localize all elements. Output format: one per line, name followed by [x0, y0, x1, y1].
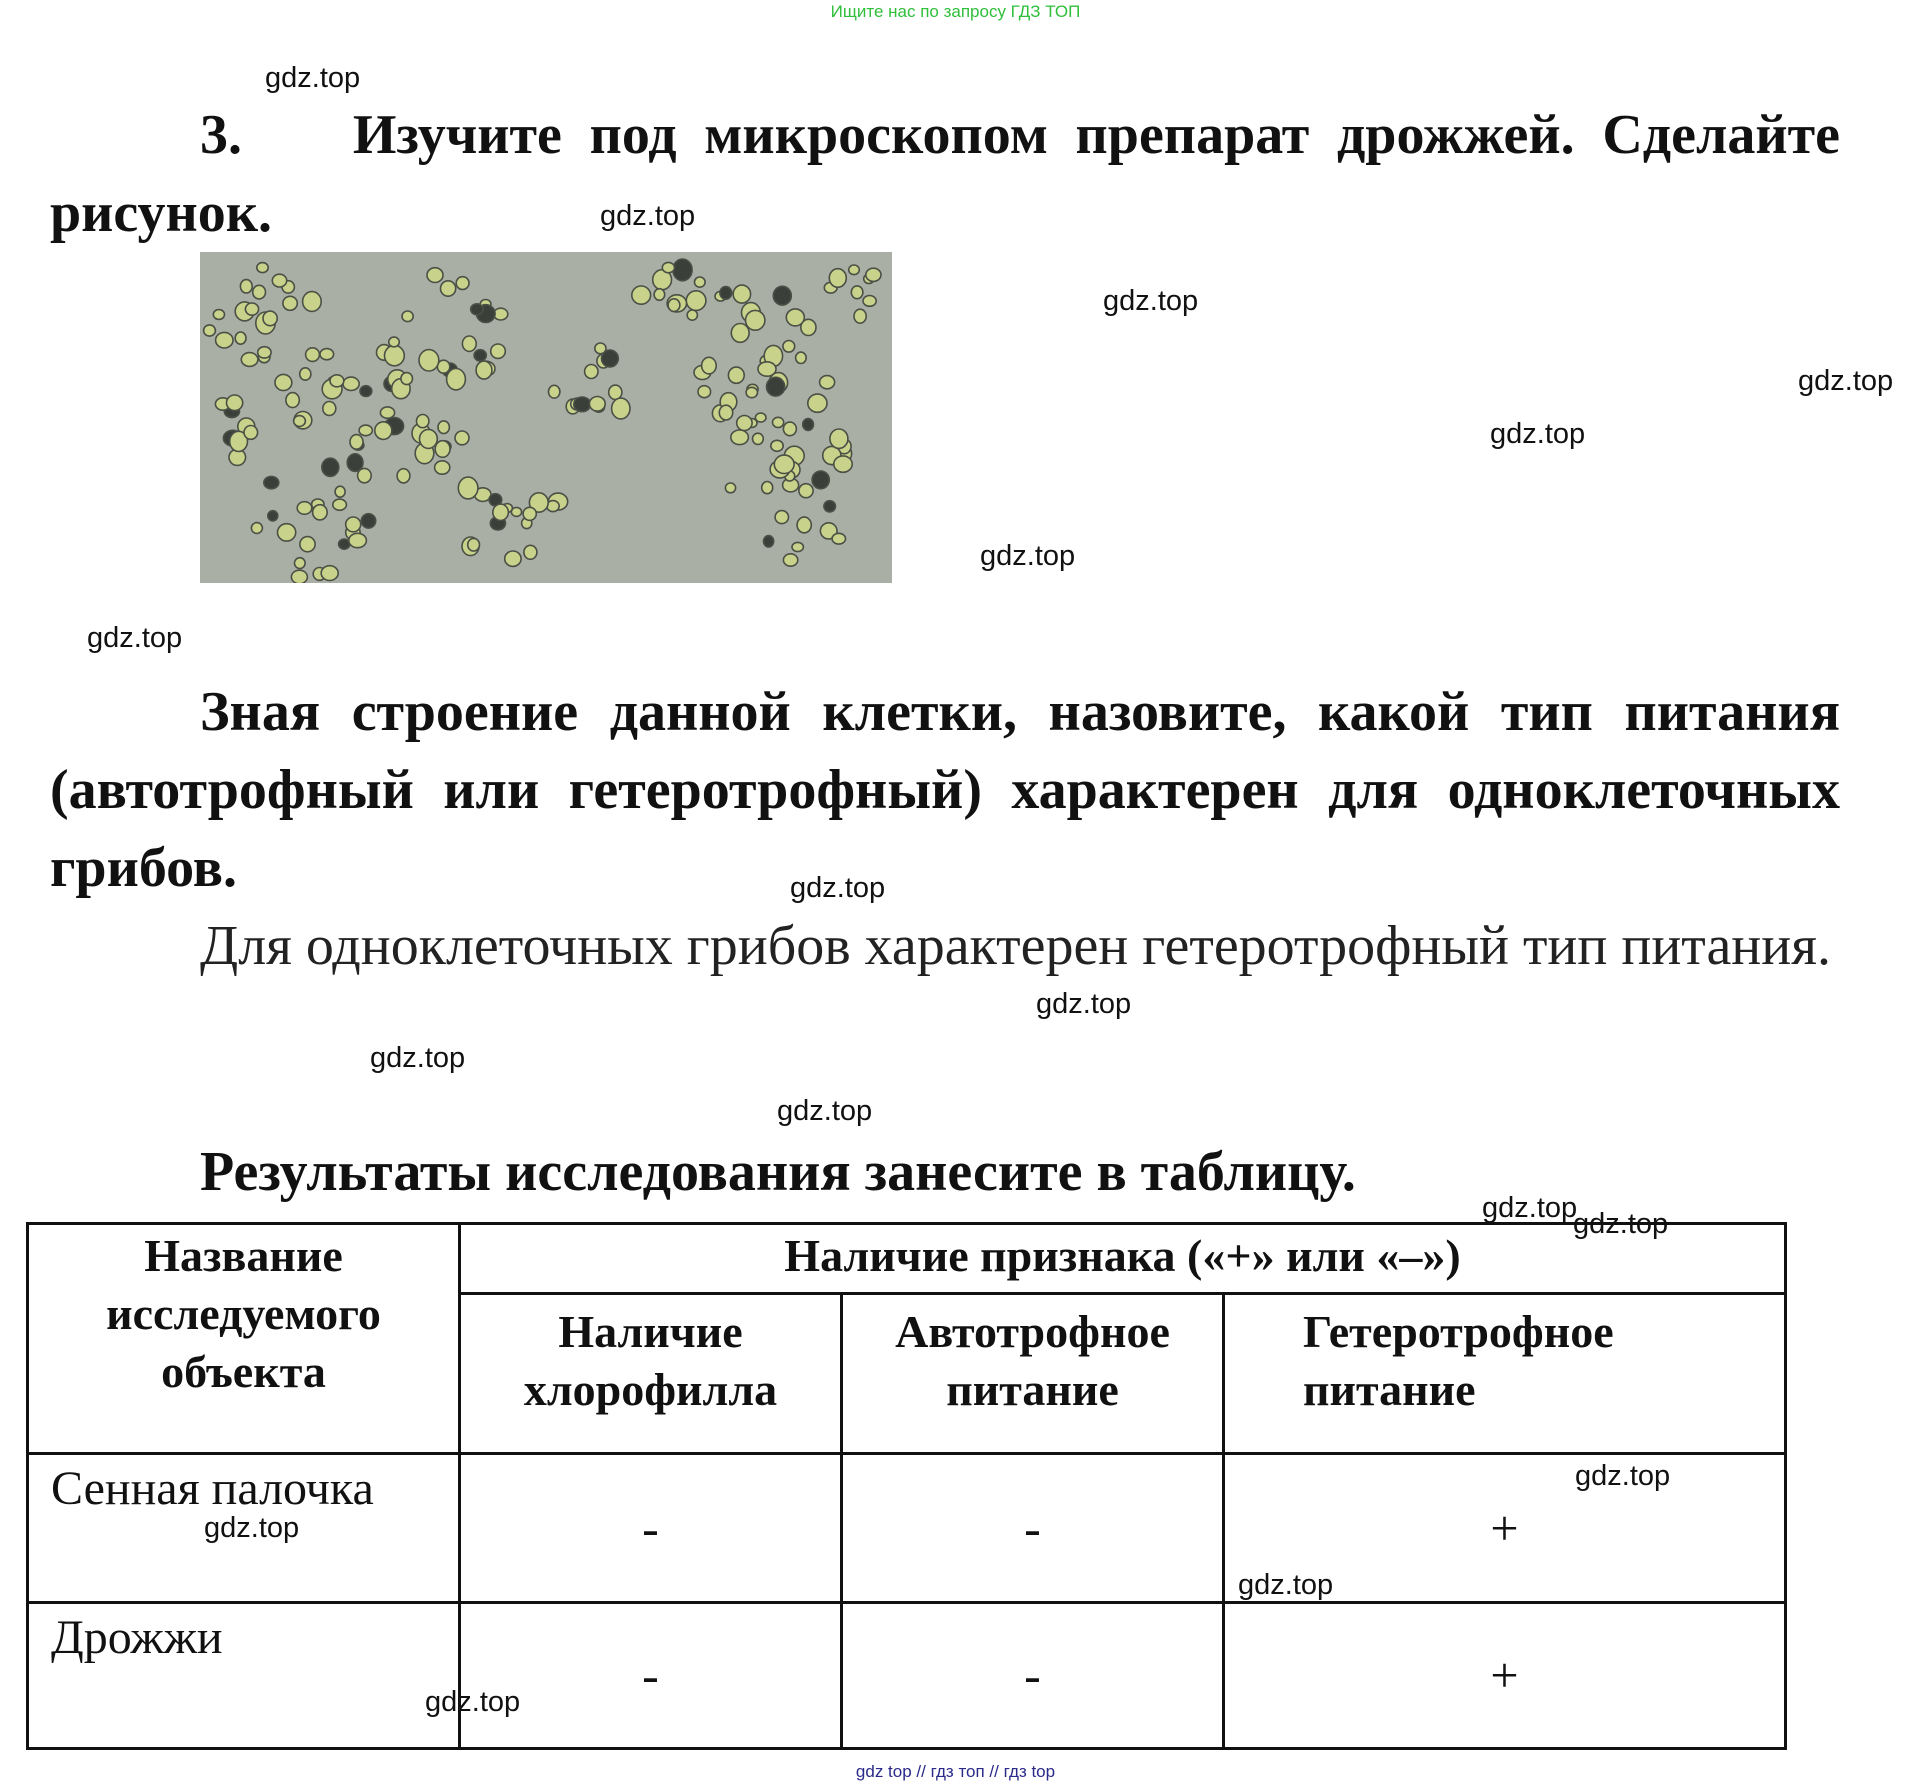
- yeast-cell: [402, 311, 413, 322]
- yeast-cell: [731, 430, 749, 445]
- yeast-cell: [866, 268, 881, 281]
- yeast-cell: [258, 347, 271, 358]
- watermark: gdz.top: [370, 1042, 466, 1074]
- yeast-cell: [686, 291, 706, 311]
- yeast-cell: [268, 511, 278, 521]
- yeast-cell: [253, 285, 266, 299]
- watermark: gdz.top: [1490, 418, 1586, 450]
- yeast-cell: [278, 524, 296, 541]
- yeast-cell: [235, 332, 246, 344]
- yeast-cell: [323, 402, 336, 416]
- yeast-cell: [360, 386, 372, 397]
- yeast-cell: [687, 310, 697, 320]
- cell-autotrophic: -: [842, 1602, 1224, 1748]
- yeast-cell: [589, 397, 605, 412]
- yeast-cell: [574, 397, 591, 412]
- yeast-cell: [455, 431, 469, 445]
- yeast-cell: [505, 551, 521, 566]
- yeast-cell: [447, 369, 466, 390]
- header-autotrophic-label: Автотрофное питание: [895, 1306, 1170, 1416]
- yeast-cell: [733, 285, 750, 303]
- yeast-cell: [300, 368, 311, 380]
- yeast-cell: [435, 461, 450, 474]
- yeast-cell: [654, 289, 665, 301]
- yeast-cell: [313, 505, 328, 520]
- footer: gdz top // гдз топ // гдз top: [855, 1762, 1056, 1781]
- yeast-cell: [213, 310, 224, 320]
- yeast-cell: [471, 304, 483, 315]
- yeast-cell: [673, 259, 692, 281]
- yeast-cell: [343, 377, 359, 390]
- yeast-cell: [762, 482, 773, 494]
- yeast-cell: [204, 325, 216, 336]
- yeast-cell: [493, 504, 509, 520]
- yeast-cell: [264, 476, 279, 488]
- yeast-cell: [257, 263, 268, 273]
- watermark: gdz.top: [790, 872, 886, 904]
- yeast-cell: [829, 269, 846, 288]
- yeast-cell: [773, 417, 784, 427]
- row-name-cell: [28, 1602, 460, 1748]
- top-banner: Ищите нас по запросу ГДЗ ТОП: [830, 2, 1081, 21]
- results-table: [26, 1222, 1787, 1750]
- watermark: gdz.top: [1103, 285, 1199, 317]
- yeast-cell: [456, 277, 469, 290]
- yeast-cell: [272, 274, 286, 287]
- header-object: [28, 1224, 460, 1454]
- yeast-cell: [468, 538, 480, 551]
- task-instruction: [50, 96, 1840, 252]
- yeast-cell: [275, 374, 292, 390]
- yeast-cell: [441, 281, 456, 296]
- yeast-cell: [668, 299, 680, 312]
- yeast-cell: [728, 367, 744, 383]
- yeast-micrograph: [200, 252, 892, 583]
- yeast-cell: [725, 483, 735, 493]
- header-object-label: Название исследуемого объекта: [106, 1230, 381, 1397]
- header-heterotrophic-label: Гетеротрофное питание: [1303, 1306, 1614, 1416]
- yeast-cell: [803, 419, 814, 431]
- watermark: gdz.top: [1238, 1569, 1334, 1601]
- yeast-cell: [773, 286, 791, 305]
- yeast-cell: [321, 566, 338, 581]
- yeast-cell: [300, 537, 315, 552]
- task-text: Изучите под микроскопом препарат дрожжей. Сделайте рисунок.: [50, 104, 1841, 244]
- watermark: gdz.top: [980, 540, 1076, 572]
- yeast-cell: [303, 292, 322, 312]
- yeast-cell: [764, 536, 774, 547]
- yeast-cell: [297, 502, 312, 515]
- yeast-cell: [476, 361, 492, 379]
- cell-chlorophyll: -: [460, 1454, 842, 1602]
- watermark: gdz.top: [1573, 1208, 1669, 1240]
- yeast-cell: [474, 350, 486, 361]
- yeast-cell: [251, 523, 262, 534]
- yeast-cell: [420, 429, 438, 448]
- yeast-cell: [380, 407, 394, 418]
- watermark: gdz.top: [1482, 1192, 1578, 1224]
- yeast-micrograph-icon: [200, 252, 892, 583]
- watermark: gdz.top: [1036, 988, 1132, 1020]
- yeast-cell: [523, 507, 536, 520]
- yeast-cell: [419, 350, 439, 371]
- yeast-cell: [359, 425, 372, 436]
- yeast-cell: [389, 337, 400, 347]
- yeast-cell: [549, 385, 560, 398]
- yeast-cell: [346, 517, 361, 532]
- yeast-cell: [849, 265, 860, 275]
- yeast-cell: [783, 422, 796, 436]
- yeast-cell: [731, 324, 749, 343]
- yeast-cell: [719, 405, 732, 420]
- yeast-cell: [863, 296, 876, 307]
- watermark: gdz.top: [265, 62, 361, 94]
- yeast-cell: [792, 542, 803, 551]
- watermark: gdz.top: [87, 622, 183, 654]
- yeast-cell: [524, 545, 537, 559]
- cell-heterotrophic: +: [1224, 1454, 1786, 1602]
- question-text: Зная строение данной клетки, назовите, какой тип питания (автотрофный или гетеротрофный) характерен для одноклеточных грибов.: [50, 681, 1840, 899]
- yeast-cell: [306, 348, 320, 362]
- yeast-cell: [746, 387, 757, 397]
- table-heading: Результаты исследования занесите в таблицу.: [200, 1141, 1356, 1203]
- yeast-cell: [698, 386, 711, 398]
- yeast-cell: [585, 365, 598, 379]
- yeast-cell: [435, 441, 450, 458]
- header-autotrophic: [842, 1294, 1224, 1454]
- yeast-cell: [695, 277, 706, 287]
- yeast-cell: [295, 558, 306, 569]
- yeast-cell: [854, 309, 866, 323]
- yeast-cell: [320, 349, 334, 360]
- watermark: gdz.top: [777, 1095, 873, 1127]
- watermark: gdz.top: [204, 1512, 300, 1544]
- watermark: gdz.top: [425, 1686, 521, 1718]
- yeast-cell: [417, 415, 429, 428]
- yeast-cell: [834, 456, 852, 472]
- header-chlorophyll-label: Наличие хлорофилла: [523, 1306, 778, 1416]
- yeast-cell: [427, 268, 443, 283]
- yeast-cell: [783, 341, 795, 353]
- yeast-cell: [283, 296, 297, 310]
- yeast-cell: [458, 477, 478, 499]
- yeast-cell: [799, 484, 813, 498]
- yeast-cell: [335, 486, 345, 497]
- task-number: 3.: [200, 104, 242, 166]
- yeast-cell: [746, 310, 765, 330]
- yeast-cell: [227, 395, 243, 411]
- row-name: Сенная палочка: [51, 1462, 374, 1516]
- yeast-cell: [830, 429, 848, 448]
- yeast-cell: [511, 507, 521, 516]
- header-group-label: Наличие признака («+» или «–»): [784, 1230, 1461, 1281]
- yeast-cell: [783, 554, 797, 566]
- cell-heterotrophic: +: [1224, 1602, 1786, 1748]
- yeast-cell: [491, 344, 506, 358]
- cell-chlorophyll: -: [460, 1602, 842, 1748]
- yeast-cell: [832, 533, 845, 544]
- yeast-cell: [796, 352, 807, 363]
- yeast-cell: [662, 262, 674, 272]
- yeast-cell: [245, 303, 258, 315]
- header-chlorophyll: [460, 1294, 842, 1454]
- table-row: [28, 1602, 1786, 1748]
- yeast-cell: [294, 416, 306, 427]
- yeast-cell: [349, 533, 367, 547]
- yeast-cell: [333, 499, 347, 510]
- yeast-cell: [851, 286, 863, 299]
- yeast-cell: [291, 570, 307, 583]
- cell-autotrophic: -: [842, 1454, 1224, 1602]
- watermark: gdz.top: [600, 200, 696, 232]
- yeast-cell: [824, 501, 836, 512]
- yeast-cell: [786, 309, 804, 326]
- yeast-cell: [330, 375, 344, 387]
- yeast-cell: [240, 280, 252, 293]
- yeast-cell: [632, 286, 651, 304]
- watermark: gdz.top: [1798, 365, 1894, 397]
- yeast-cell: [375, 422, 392, 440]
- yeast-cell: [767, 377, 785, 396]
- yeast-cell: [797, 517, 811, 533]
- yeast-cell: [263, 311, 277, 326]
- header-heterotrophic: [1224, 1294, 1786, 1454]
- yeast-cell: [397, 469, 410, 483]
- yeast-cell: [753, 433, 764, 444]
- yeast-cell: [702, 357, 717, 374]
- answer-text: Для одноклеточных грибов характерен гетеротрофный тип питания.: [200, 915, 1831, 977]
- yeast-cell: [216, 332, 233, 348]
- row-name: Дрожжи: [51, 1610, 223, 1664]
- yeast-cell: [820, 376, 835, 389]
- yeast-cell: [358, 468, 372, 482]
- yeast-cell: [737, 416, 752, 431]
- yeast-cell: [758, 362, 776, 376]
- yeast-cell: [808, 394, 827, 412]
- yeast-cell: [720, 287, 732, 300]
- yeast-cell: [385, 345, 405, 365]
- yeast-cell: [241, 353, 258, 367]
- watermark: gdz.top: [1575, 1460, 1671, 1492]
- yeast-cell: [774, 455, 794, 473]
- yeast-cell: [401, 373, 413, 385]
- yeast-cell: [244, 426, 258, 440]
- yeast-cell: [771, 440, 783, 451]
- yeast-cell: [361, 514, 375, 528]
- yeast-cell: [612, 398, 630, 419]
- yeast-cell: [322, 458, 339, 476]
- yeast-cell: [775, 511, 788, 524]
- yeast-cell: [462, 336, 476, 351]
- yeast-cell: [595, 343, 606, 354]
- yeast-cell: [286, 393, 299, 408]
- yeast-cell: [812, 471, 829, 489]
- yeast-cell: [438, 421, 449, 434]
- yeast-cell: [350, 435, 363, 450]
